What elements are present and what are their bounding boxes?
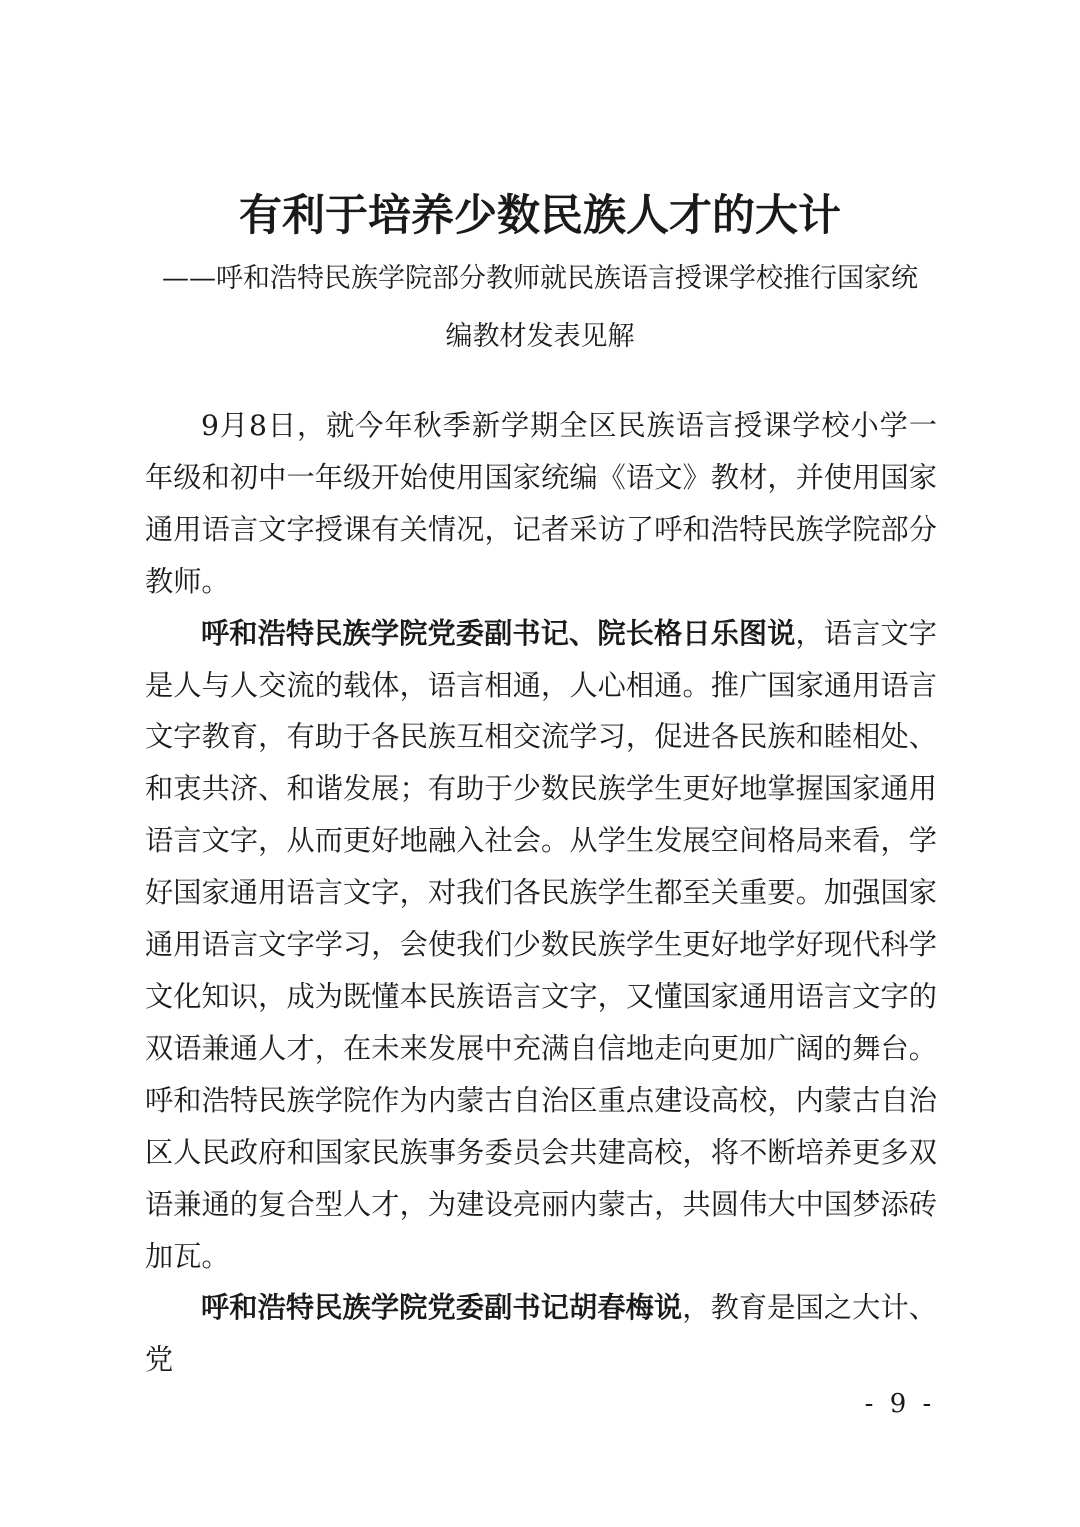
subtitle-line-2: 编教材发表见解 [445, 321, 635, 352]
subtitle-line-1: ——呼和浩特民族学院部分教师就民族语言授课学校推行国家统 [162, 263, 918, 294]
document-subtitle [145, 250, 935, 366]
paragraph-intro [145, 400, 937, 608]
paragraph-quote-1 [145, 608, 937, 1283]
document-title: 有利于培养少数民族人才的大计 [239, 191, 841, 241]
document-body [145, 400, 937, 1386]
paragraph-text: 9月8日，就今年秋季新学期全区民族语言授课学校小学一年级和初中一年级开始使用国家统编《语文》教材，并使用国家通用语言文字授课有关情况，记者采访了呼和浩特民族学院部分教师。 [145, 409, 937, 598]
paragraph-lead: 呼和浩特民族学院党委副书记胡春梅说 [201, 1291, 683, 1325]
paragraph-quote-2 [145, 1282, 937, 1386]
paragraph-text: ，教育是国之大计、党 [145, 1291, 937, 1377]
page-number: - 9 - [864, 1389, 936, 1419]
paragraph-text: ，语言文字是人与人交流的载体，语言相通，人心相通。推广国家通用语言文字教育，有助于各民族互相交流学习，促进各民族和睦相处、和衷共济、和谐发展；有助于少数民族学生更好地掌握国家通用语言文字，从而更好地融入社会。从学生发展空间格局来看，学好国家通用语言文字，对我们各民族学生都至关重要。加强国家通用语言文字学习，会使我们少数民族学生更好地学好现代科学文化知识，成为既懂本民族语言文字，又懂国家通用语言文字的双语兼通人才，在未来发展中充满自信地走向更加广阔的舞台。呼和浩特民族学院作为内蒙古自治区重点建设高校，内蒙古自治区人民政府和国家民族事务委员会共建高校，将不断培养更多双语兼通的复合型人才，为建设亮丽内蒙古，共圆伟大中国梦添砖加瓦。 [145, 616, 937, 1273]
paragraph-lead: 呼和浩特民族学院党委副书记、院长格日乐图说 [201, 616, 796, 650]
